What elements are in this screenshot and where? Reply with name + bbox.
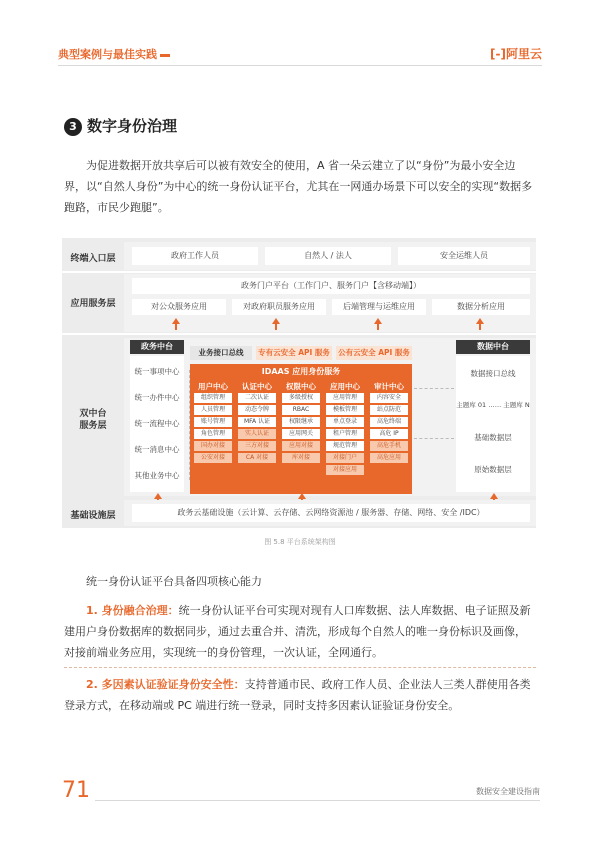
footer-divider xyxy=(95,800,540,801)
page-number: 71 xyxy=(62,778,90,803)
connector-line xyxy=(414,388,454,389)
infra-box: 政务云基础设施（云计算、云存储、云网络资源池 / 服务器、存储、网络、安全 /IDC） xyxy=(132,504,530,522)
idaas-title: IDAAS 应用身份服务 xyxy=(261,367,341,376)
idaas-cell: 高危 IP xyxy=(370,429,408,439)
capability-item-1-body: 统一身份认证平台可实现对现有人口库数据、法人库数据、电子证照及新建用户身份数据库的数据同步，通过去重合并、清洗，形成每个自然人的唯一身份标识及画像，对接前端业务应用，实现统一的身份管理，一次认证，全网通行。 xyxy=(64,604,531,659)
portal-platform: 政务门户平台（工作门户、服务门户【含移动端】） xyxy=(132,278,530,294)
capability-item-1 xyxy=(64,600,536,663)
tab-private-cloud-api: 专有云安全 API 服务 xyxy=(256,346,332,360)
row-label-middle: 双中台 服务层 xyxy=(79,409,107,431)
data-center-item: 数据接口总线 xyxy=(470,369,516,378)
intro-paragraph: 为促进数据开放共享后可以被有效安全的使用，A 省一朵云建立了以“身份”为最小安全边界，以“自然人身份”为中心的统一身份认证平台，尤其在一网通办场景下可以安全的实现“数据多跑路，市民少跑腿”。 xyxy=(64,159,533,214)
idaas-cell: 租户管理 xyxy=(326,429,364,439)
divider xyxy=(64,667,536,668)
idaas-cell: 应用网关 xyxy=(282,429,320,439)
data-center-title: 数据中台 xyxy=(456,340,530,354)
arrow-up-icon xyxy=(374,318,382,324)
idaas-column-head: 认证中心 xyxy=(242,382,272,391)
idaas-cell: 模板管理 xyxy=(326,405,364,415)
data-center-panel xyxy=(456,356,530,492)
idaas-cell: 应用对接 xyxy=(282,441,320,451)
idaas-cell: 应用管理 xyxy=(326,393,364,403)
idaas-cell: 公安对接 xyxy=(194,453,232,463)
idaas-column xyxy=(192,380,234,465)
idaas-cell: MFA 认证 xyxy=(238,417,276,427)
connector-line xyxy=(414,438,454,439)
idaas-column xyxy=(324,380,366,477)
idaas-cell: 内容安全 xyxy=(370,393,408,403)
idaas-cell: RBAC xyxy=(282,405,320,415)
idaas-cell: CA 对接 xyxy=(238,453,276,463)
idaas-cell: 对接门户 xyxy=(326,453,364,463)
idaas-cell: 角色管理 xyxy=(194,429,232,439)
gov-center-item: 统一流程中心 xyxy=(134,419,180,428)
aliyun-logo: [-]阿里云 xyxy=(490,47,542,61)
idaas-cell: 实人认证 xyxy=(238,429,276,439)
idaas-cell: 组织管理 xyxy=(194,393,232,403)
header-section-title: 典型案例与最佳实践 xyxy=(58,46,170,62)
gov-center-item: 其他业务中心 xyxy=(134,471,180,480)
idaas-cell: 高危应用 xyxy=(370,453,408,463)
app-item: 后端管理与运维应用 xyxy=(332,299,426,315)
capability-intro: 统一身份认证平台具备四项核心能力 xyxy=(86,575,262,588)
connector-line xyxy=(185,370,190,480)
idaas-cell: 账号管理 xyxy=(194,417,232,427)
idaas-column xyxy=(368,380,410,465)
idaas-column xyxy=(280,380,322,465)
section-number-icon: 3 xyxy=(64,118,82,136)
idaas-cell: 规范管理 xyxy=(326,441,364,451)
idaas-cell: 站点防范 xyxy=(370,405,408,415)
row-label-app: 应用服务层 xyxy=(70,299,116,309)
idaas-cell: 国办对接 xyxy=(194,441,232,451)
idaas-cell: 多级授权 xyxy=(282,393,320,403)
idaas-column-head: 权限中心 xyxy=(286,382,316,391)
gov-center-item: 统一消息中心 xyxy=(134,445,180,454)
arrow-up-icon xyxy=(298,493,306,499)
gov-center-panel xyxy=(130,356,184,492)
idaas-column-head: 应用中心 xyxy=(330,382,360,391)
architecture-diagram xyxy=(62,238,536,528)
row-label-terminal: 终端入口层 xyxy=(70,254,116,264)
idaas-cell: 对接应用 xyxy=(326,465,364,475)
tab-business-bus: 业务接口总线 xyxy=(190,346,252,360)
section-title: 3 数字身份治理 xyxy=(64,115,177,136)
arrow-up-icon xyxy=(154,493,162,499)
app-item: 数据分析应用 xyxy=(432,299,530,315)
idaas-cell: 高危终端 xyxy=(370,417,408,427)
idaas-cell: 人员管理 xyxy=(194,405,232,415)
gov-center-title: 政务中台 xyxy=(130,340,184,354)
figure-caption: 图 5.8 平台系统架构图 xyxy=(264,538,336,546)
idaas-cell: 权限继承 xyxy=(282,417,320,427)
idaas-cell: 单点登录 xyxy=(326,417,364,427)
idaas-column-head: 用户中心 xyxy=(198,382,228,391)
idaas-column-head: 审计中心 xyxy=(374,382,404,391)
idaas-cell: 动态令牌 xyxy=(238,405,276,415)
capability-item-1-title: 1. 身份融合治理： xyxy=(86,604,179,617)
app-item: 对政府职员服务应用 xyxy=(232,299,326,315)
data-center-item: 原始数据层 xyxy=(474,465,512,474)
terminal-item: 自然人 / 法人 xyxy=(265,247,391,265)
idaas-cell: 三方对接 xyxy=(238,441,276,451)
page-header xyxy=(58,40,542,66)
capability-item-2-body: 支持普通市民、政府工作人员、企业法人三类人群使用各类登录方式，在移动端或 PC 端进行统一登录，同时支持多因素认证验证身份安全。 xyxy=(64,678,531,712)
gov-center-item: 统一办件中心 xyxy=(134,393,180,402)
idaas-cell: 高危手机 xyxy=(370,441,408,451)
capability-item-2 xyxy=(64,674,536,716)
app-item: 对公众服务应用 xyxy=(132,299,226,315)
capability-item-2-title: 2. 多因素认证验证身份安全性： xyxy=(86,678,245,691)
idaas-cell: 库对接 xyxy=(282,453,320,463)
terminal-item: 安全运维人员 xyxy=(398,247,530,265)
idaas-cell: 二次认证 xyxy=(238,393,276,403)
arrow-up-icon xyxy=(490,493,498,499)
row-label-infra: 基础设施层 xyxy=(70,511,116,521)
footer-book-title: 数据安全建设指南 xyxy=(476,787,540,796)
idaas-column xyxy=(236,380,278,465)
arrow-up-icon xyxy=(172,318,180,324)
tab-public-cloud-api: 公有云安全 API 服务 xyxy=(336,346,412,360)
data-center-item: 基础数据层 xyxy=(474,433,512,442)
gov-center-item: 统一事项中心 xyxy=(134,367,180,376)
idaas-panel xyxy=(190,364,412,494)
arrow-up-icon xyxy=(476,318,484,324)
arrow-up-icon xyxy=(272,318,280,324)
terminal-item: 政府工作人员 xyxy=(132,247,258,265)
data-center-item: 主题库 01 …… 主题库 N xyxy=(456,401,530,409)
